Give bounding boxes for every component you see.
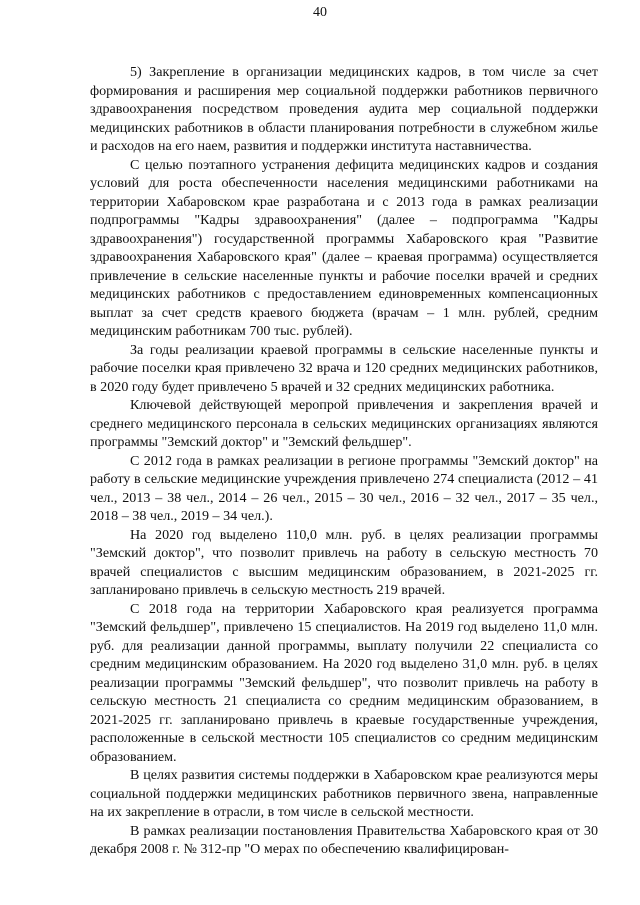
page-number: 40: [313, 5, 327, 20]
paragraph-6: На 2020 год выделено 110,0 млн. руб. в целях реализации программы "Земский доктор", что позволит привлечь на работу в сельскую местность 70 врачей специалистов с высшим медицинским образованием, в 2021-2025 гг. запланировано привлечь в сельскую местность 219 врачей.: [90, 526, 598, 598]
body-text: [90, 63, 598, 859]
paragraph-4: Ключевой действующей меропрой привлечения и закрепления врачей и среднего медицинского персонала в сельских медицинских организациях являются программы "Земский доктор" и "Земский фельдшер".: [90, 397, 598, 450]
paragraph-8: В целях развития системы поддержки в Хабаровском крае реализуются меры социальной поддержки медицинских работников первичного звена, направленные на их закрепление в отрасли, в том числе в сельской местности.: [90, 767, 598, 820]
paragraph-2: С целью поэтапного устранения дефицита медицинских кадров и создания условий для роста обеспеченности населения медицинскими работниками на территории Хабаровском крае разработана и с 2013 года в рамках реализации подпрограммы "Кадры здравоохранения" (далее – подпрограмма "Кадры здравоохранения") государственной программы Хабаровского края "Развитие здравоохранения Хабаровского края" (далее – краевая программа) осуществляется привлечение в сельские населенные пункты и рабочие поселки врачей и средних медицинских работников с предоставлением единовременных компенсационных выплат за счет средств краевого бюджета (врачам – 1 млн. рублей, средним медицинским работникам 700 тыс. рублей).: [90, 156, 598, 339]
paragraph-1: 5) Закрепление в организации медицинских кадров, в том числе за счет формирования и расширения мер социальной поддержки работников первичного здравоохранения посредством проведения аудита мер социальной поддержки медицинских работников в области планирования потребности в служебном жилье и расходов на его наем, развития и поддержки института наставничества.: [90, 64, 598, 154]
paragraph-9: В рамках реализации постановления Правительства Хабаровского края от 30 декабря 2008 г. № 312-пр "О мерах по обеспечению квалифицирован-: [90, 822, 598, 857]
paragraph-5: С 2012 года в рамках реализации в регионе программы "Земский доктор" на работу в сельские медицинские учреждения привлечено 274 специалиста (2012 – 41 чел., 2013 – 38 чел., 2014 – 26 чел., 2015 – 30 чел., 2016 – 32 чел., 2017 – 35 чел., 2018 – 38 чел., 2019 – 34 чел.).: [90, 452, 598, 524]
paragraph-3: За годы реализации краевой программы в сельские населенные пункты и рабочие поселки края привлечено 32 врача и 120 средних медицинских работников, в 2020 году будет привлечено 5 врачей и 32 средних медицинских работника.: [90, 341, 598, 395]
paragraph-7: С 2018 года на территории Хабаровского края реализуется программа "Земский фельдшер", привлечено 15 специалистов. На 2019 год выделено 11,0 млн. руб. для реализации данной программы, выплату получили 22 специалиста со средним медицинским образованием. На 2020 год выделено 31,0 млн. руб. в целях реализации программы "Земский фельдшер", что позволит привлечь на работу в сельскую местность 21 специалиста со средним медицинским образованием, в 2021-2025 гг. запланировано привлечь в краевые государственные учреждения, расположенные в сельской местности 105 специалистов со средним медицинским образованием.: [90, 600, 598, 765]
